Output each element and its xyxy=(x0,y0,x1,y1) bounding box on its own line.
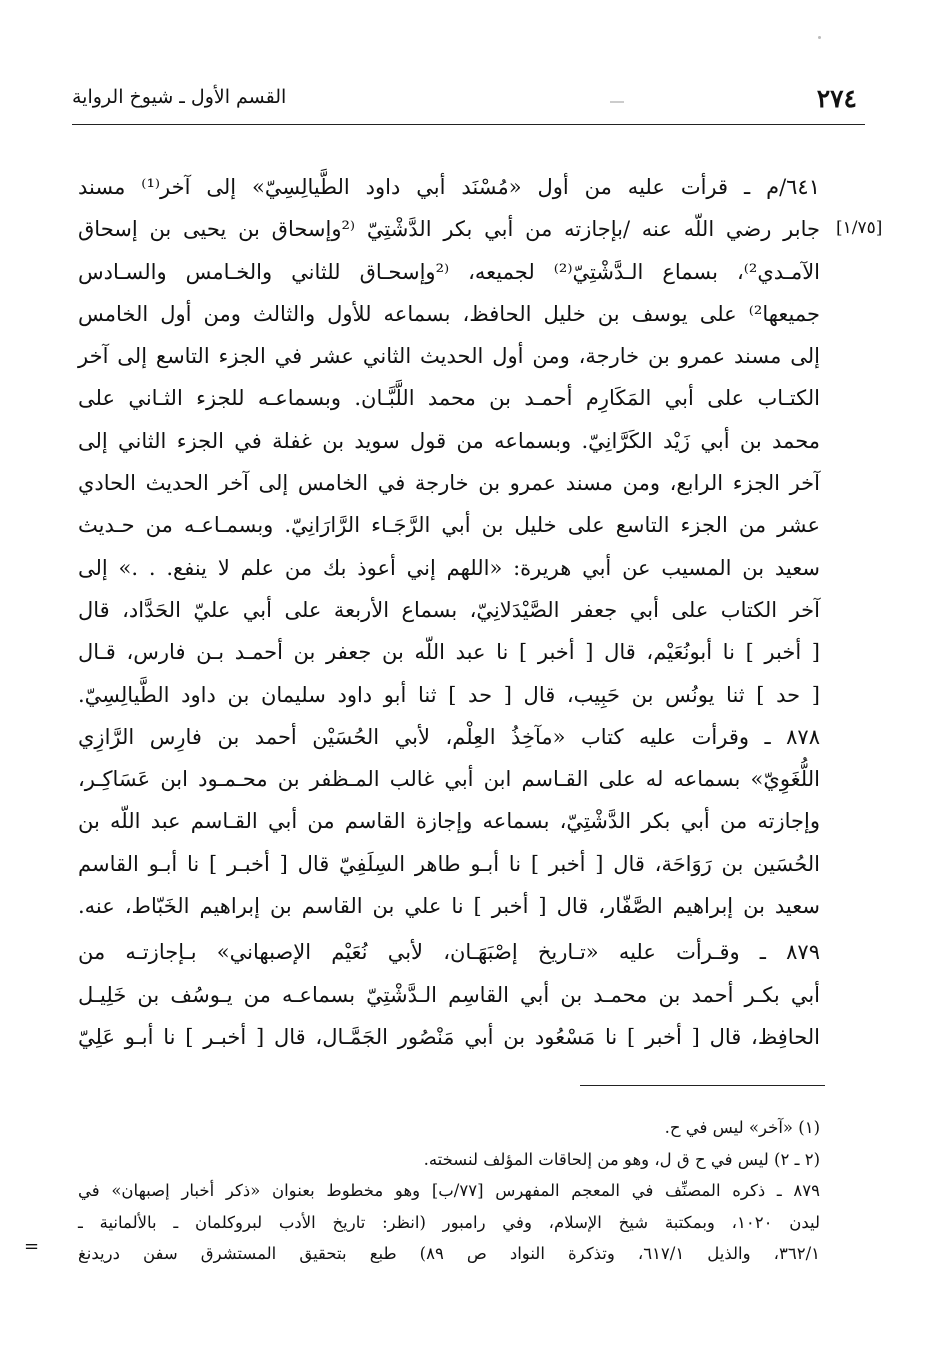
scan-mark xyxy=(818,36,821,39)
header-rule xyxy=(72,124,865,125)
text-line: سعيد بن المسيب عن أبي هريرة: «اللهم إني أعوذ بك من علم لا ينفع. . .» إلى xyxy=(78,555,820,580)
text-line: الحافِظ، قال [ أخبر ] نا مَسْعُود بن أبي مَنْصُور الجَمَّـال، قال [ أخبـر ] نا أبـو عَلِيّ xyxy=(78,1024,820,1049)
text-line: آخر الجزء الرابع، ومن مسند عمرو بن خارجة في الخامس إلى آخر الحديث الحادي xyxy=(78,471,820,496)
manuscript-folio-marker: [١/٧٥] xyxy=(836,218,883,238)
text-line: جابر رضي اللّه عنه /بإجازته من أبي بكر الدَّشْتِيّ ⁽²وإسحاق بن يحيى بن إسحاق xyxy=(78,217,820,242)
text-line: [ أخبر ] نا أبونُعَيْم، قال [ أخبر ] نا عبد اللّه بن جعفر بن أحمـد بـن فارس، قـال xyxy=(78,640,820,665)
footnote-rule xyxy=(580,1085,825,1086)
text-line: سعيد بن إبراهيم الصَّفّار، قال [ أخبر ] نا علي بن القاسم بن إبراهيم الخَبّاط، عنه. xyxy=(78,894,820,919)
text-line: جميعها²⁾ على يوسف بن خليل الحافظ، بسماعه للأول والثالث ومن أول الخامس xyxy=(78,301,820,326)
footnote-line: ٣٦٢/١، والذيل ٦١٧/١، وتذكرة النواد ص ٨٩) طبع بتحقيق المستشرق سفن دريدنغ xyxy=(78,1244,820,1263)
text-line: ٦٤١/م ـ قرأت عليه من أول «مُسْنَد أبي داود الطَّيالِسِيّ» إلى آخر⁽¹⁾ مسند xyxy=(78,175,820,199)
main-text xyxy=(78,166,820,1058)
footnote-line: (٢ ـ ٢) ليس في ح ق ل، وهو من إلحاقات المؤلف لنسخته. xyxy=(423,1149,820,1169)
text-line: الكتـاب على أبي المَكَارِم أحمـد بن محمد اللَّبَّـان. وبسماعـه للجزء الثـاني على xyxy=(78,386,820,411)
footnote-line: ٨٧٩ ـ ذكره المصنِّف في المعجم المفهرس [٧٧/ب] وهو مخطوط بعنوان «ذكر أخبار إصبهان» في xyxy=(78,1181,820,1200)
page-header xyxy=(72,84,865,120)
footnote-line: (١) «آخر» ليس في ح. xyxy=(664,1118,820,1137)
text-line: ٨٧٨ ـ وقرأت عليه كتاب «مآخِذُ العِلْم، لأبي الحُسَيْن أحمد بن فارِس الرَّازِي xyxy=(78,724,820,749)
continuation-mark: = xyxy=(24,1236,40,1257)
footnote-line: ليدن ١٠٢٠، وبمكتبة شيخ الإسلام، وفي رامبور (انظر: تاريخ الأدب لبروكلمان ـ بالألمانية ـ xyxy=(78,1212,821,1232)
footnotes xyxy=(78,1112,820,1270)
text-line: آخر الكتاب على أبي جعفر الصَّيْدَلانِيّ، بسماع الأربعة على أبي عليّ الحَدَّاد، قال xyxy=(78,597,820,622)
running-title: القسم الأول ـ شيوخ الرواية xyxy=(72,86,287,108)
text-line: الحُسَين بن رَوَاحَة، قال [ أخبر ] نا أبـو طاهر السِلَفِيّ قال [ أخبـر ] نا أبـو القاسم xyxy=(78,851,820,876)
text-line: وإجازته من أبي بكر الدَّشْتِيّ، بسماعه وإجازة القاسم من أبي القـاسم عبد اللّه بن xyxy=(78,809,820,834)
text-line: [ حد ] ثنا يونُس بن حَبِيب، قال [ حد ] ثنا أبو داود سليمان بن داود الطَّيالِسِيّ. xyxy=(78,682,820,707)
text-line: إلى مسند عمرو بن خارجة، ومن أول الحديث الثاني عشر في الجزء التاسع إلى آخر xyxy=(78,344,820,369)
text-line: محمد بن أبي زَيْد الكَرَّانِيّ. وبسماعه من قول سويد بن غفلة في الجزء الثاني إلى xyxy=(78,428,820,453)
text-line: اللُّغَوِيّ» بسماعه له على القـاسم ابن أبي غالب المـظفر بن محـمـود ابن عَسَاكِـر، xyxy=(78,767,820,792)
text-line: الآمـدي²⁾، بسماع الـدَّشْتِيّ⁽²⁾ لجميعه، ⁽²وإسحـاق للثاني والخـامس والسـادس xyxy=(78,259,821,284)
text-line: أبي بكـر أحمد بن محمـد بن أبي القاسِم الـدَّشْتِيّ بسماعـه من يـوسُف بن خَلِيـل xyxy=(78,982,820,1007)
page-number: ٢٧٤ xyxy=(816,84,857,113)
text-line: ٨٧٩ ـ وقـرأت عليه «تـاريخ إصْبَهَـان، لأبي نُعَيْم الإصبهاني» بـإجازتـه من xyxy=(78,940,820,965)
text-line: عشر من الجزء التاسع على خليل بن أبي الرَّجَـاء الرَّارَانِيّ. وبسمـاعـه من حـديث xyxy=(78,513,820,538)
